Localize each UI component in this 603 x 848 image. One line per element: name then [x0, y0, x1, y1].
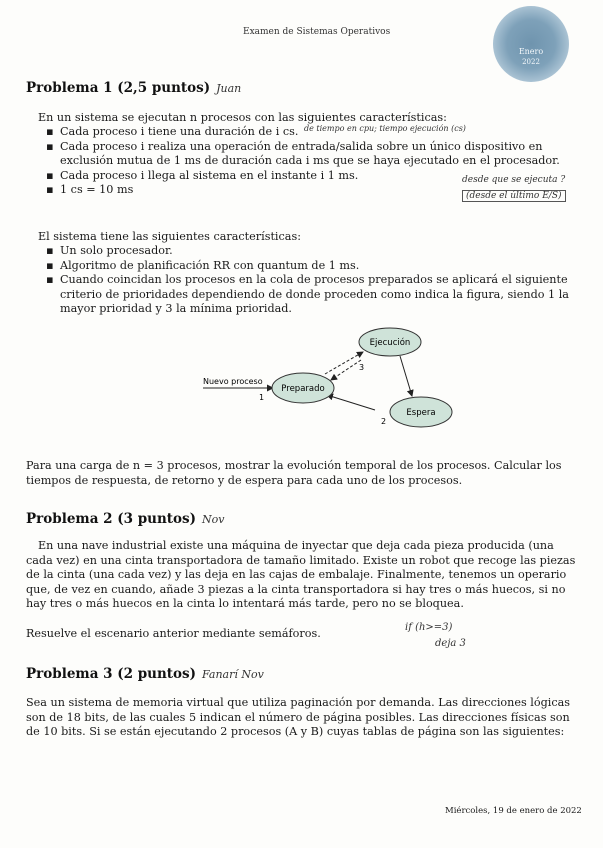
problem1-bullet: ▪ 1 cs = 10 ms	[46, 183, 580, 198]
problem1-task: Para una carga de n = 3 procesos, mostrar la evolución temporal de los procesos. Calcular los tiempos de respuesta, de retorno y de espera para cada uno de los procesos.	[26, 459, 562, 487]
problem3-text: Sea un sistema de memoria virtual que utiliza paginación por demanda. Las direcciones lógicas son de 18 bits, de las cuales 5 indican el número de página posibles. Las direcciones físicas son de 10 bits. Si se están ejecutando 2 procesos (A y B) cuyas tablas de página son las siguientes:	[26, 696, 571, 738]
arrow-exec-to-wait	[400, 356, 412, 396]
priority-wait-label: 2	[381, 417, 387, 426]
system-intro: El sistema tiene las siguientes características:	[38, 230, 301, 243]
problem2-handwritten-tag: Nov	[202, 513, 225, 526]
node-ready-label: Preparado	[281, 384, 325, 394]
problem2-handnote-2: deja 3	[435, 638, 466, 649]
problem1-bullet: ▪ Cada proceso i realiza una operación de entrada/salida sobre un único dispositivo en exclusión mutua de 1 ms de duración cada i ms que se haya ejecutado en el procesador.	[46, 140, 580, 169]
system-bullets	[46, 244, 580, 317]
arrow-exec-to-ready	[331, 360, 361, 380]
priority-exec-label: 3	[359, 363, 365, 372]
problem1-handwritten-tag: Juan	[216, 82, 242, 95]
exam-header-title: Examen de Sistemas Operativos	[243, 27, 391, 37]
problem1-bullet: ▪ Cada proceso i tiene una duración de i cs.	[46, 125, 315, 140]
new-process-label: Nuevo proceso	[203, 377, 263, 386]
node-execution-label: Ejecución	[369, 338, 411, 348]
arrow-wait-to-ready	[327, 395, 375, 410]
problem3-handwritten-tag: Fanarí Nov	[202, 668, 264, 681]
exam-footer-date: Miércoles, 19 de enero de 2022	[445, 806, 582, 816]
exam-date-badge	[493, 6, 569, 82]
handnote-right-1: desde que se ejecuta ?	[462, 175, 566, 185]
problem1-bullet: ▪ Cada proceso i llega al sistema en el instante i 1 ms.	[46, 169, 580, 184]
badge-month: Enero	[518, 47, 544, 56]
system-bullet: ▪ Cuando coincidan los procesos en la cola de procesos preparados se aplicará el siguiente criterio de prioridades dependiendo de donde proceden como indica la figura, siendo 1 la mayor prioridad y 3 la mínima prioridad.	[46, 273, 580, 317]
problem3-title: Problema 3 (2 puntos) Fanarí Nov	[26, 666, 264, 682]
problem1-bullets	[46, 125, 580, 198]
problem2-task: Resuelve el escenario anterior mediante semáforos.	[26, 627, 321, 640]
node-wait-label: Espera	[406, 408, 436, 418]
handnote-right-2: (desde el último E/S)	[462, 190, 566, 202]
problem2-text: En una nave industrial existe una máquina de inyectar que deja cada pieza producida (una cada vez) en una cinta transportadora de tamaño limitado. Existe un robot que recoge las piezas de la cinta (una cada vez) y las deja en las cajas de embalaje. Finalmente, tenemos un operario que, de vez en cuando, añade 3 piezas a la cinta transportadora si hay tres o más huecos, si no hay tres o más huecos en la cinta lo intentará más tarde, pero no se bloquea.	[26, 539, 576, 610]
system-bullet: ▪ Algoritmo de planificación RR con quantum de 1 ms.	[46, 259, 580, 274]
problem1-intro: En un sistema se ejecutan n procesos con las siguientes características:	[38, 111, 447, 124]
arrow-ready-to-exec	[325, 352, 363, 374]
handnote-top: de tiempo en cpu; tiempo ejecución (cs)	[304, 124, 466, 133]
badge-year: 2022	[522, 58, 540, 66]
process-state-diagram	[195, 320, 465, 435]
problem1-title: Problema 1 (2,5 puntos) Juan	[26, 80, 242, 96]
problem2-title: Problema 2 (3 puntos) Nov	[26, 511, 225, 527]
problem2-handnote-1: if (h>=3)	[405, 622, 453, 633]
priority-new-label: 1	[259, 393, 265, 402]
system-bullet: ▪ Un solo procesador.	[46, 244, 580, 259]
